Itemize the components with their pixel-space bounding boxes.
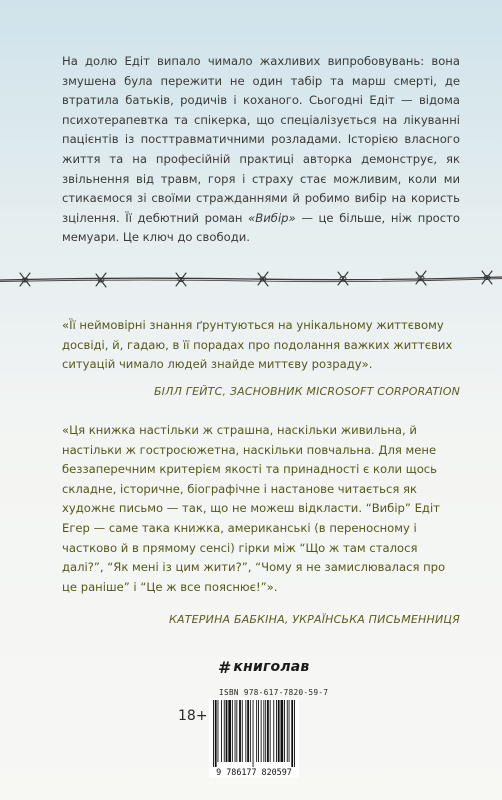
quote-attribution-kateryna-babkina: КАТЕРИНА БАБКІНА, УКРАЇНСЬКА ПИСЬМЕННИЦЯ (169, 613, 460, 626)
barcode-bar (235, 700, 236, 762)
barcode-bar (291, 700, 293, 767)
barcode-bar (263, 700, 264, 762)
description-text-end: — це більше, ніж просто мемуари. Це ключ до свободи. (62, 210, 460, 245)
barcode-bar (218, 700, 219, 762)
description-paragraph (62, 52, 460, 248)
barcode-bar (294, 700, 295, 767)
barcode-bar (287, 700, 288, 762)
barcode-bar (228, 700, 231, 762)
quote-bill-gates: «Її неймовірні знання ґрунтуються на унікальному життєвому досвіді, й, гадаю, в її порадах про подолання важких життєвих ситуацій чимало людей знайде миттєву розраду». (62, 318, 453, 372)
age-rating: 18+ (178, 708, 208, 724)
barcode-bar (247, 700, 249, 762)
quote-attribution-bill-gates: БІЛЛ ГЕЙТС, ЗАСНОВНИК MICROSOFT CORPORATION (153, 385, 460, 398)
isbn-number: ISBN 978-617-7820-59-7 (219, 688, 329, 697)
barcode-bar (270, 700, 271, 762)
barcode-bar (284, 700, 285, 762)
barcode-bar (276, 700, 277, 762)
barcode-bar (256, 700, 257, 762)
barcode-bar (242, 700, 243, 762)
barbed-wire-icon (0, 262, 502, 296)
barcode-bar (258, 700, 259, 762)
barcode-bar (261, 700, 262, 762)
barcode-bar (239, 700, 241, 762)
barcode-bar (232, 700, 233, 762)
publisher-hash-icon: # (218, 657, 232, 677)
barcode-bar (226, 700, 228, 762)
publisher-name: книголав (233, 659, 310, 675)
quote-kateryna-babkina: «Ця книжка настільки ж страшна, наскільки живильна, й настільки ж гостросюжетна, наскільки повчальна. Для мене беззаперечним критерієм якості та принадності є коли щось складне, історичне, біографічне і настанове читається як художнє письмо — так, що не можеш відкласти. “Вибір” Едіт Егер — саме така книжка, американські (в переносному і частково й в прямому сенсі) гірки між “Що ж там сталося далі?”, “Як мені із цим жити?”, “Чому я не замислювалася про це раніше” і “Це ж все пояснює!”». (62, 423, 446, 594)
barcode-bar (289, 700, 290, 762)
barcode-bar (250, 700, 251, 762)
barcode-bar (273, 700, 274, 762)
barcode-bar (281, 700, 284, 762)
barcode-bar (265, 700, 266, 762)
barcode-bar (215, 700, 217, 767)
description-text-start: На долю Едіт випало чимало жахливих випробовувань: вона змушена була пережити не один табір та марш смерті, де втратила батьків, родичів і коханого. Сьогодні Едіт — відома психотерапевтка та спікерка, що спеціалізується на лікуванні пацієнтів із посттравматичними розладами. Історією власного життя та на професійній практиці авторка демонструє, як звільнення від травм, горя і страху стає можливим, коли ми стикаємося зі своїми стражданнями й робимо вибір на користь зцілення. Її дебютний роман (62, 54, 460, 225)
barcode (209, 698, 299, 778)
barcode-bar (278, 700, 280, 762)
barcode-bar (224, 700, 225, 762)
barcode-digits: 9 786177 820597 (216, 767, 292, 777)
barcode-bar (245, 700, 246, 762)
publisher-logo (218, 658, 309, 676)
barcode-bar (236, 700, 237, 762)
barcode-bar (267, 700, 269, 762)
book-title-emphasis: «Вибір» (248, 210, 296, 225)
barcode-bar (221, 700, 222, 762)
barcode-bar (253, 700, 254, 767)
barcode-bar (213, 700, 214, 767)
